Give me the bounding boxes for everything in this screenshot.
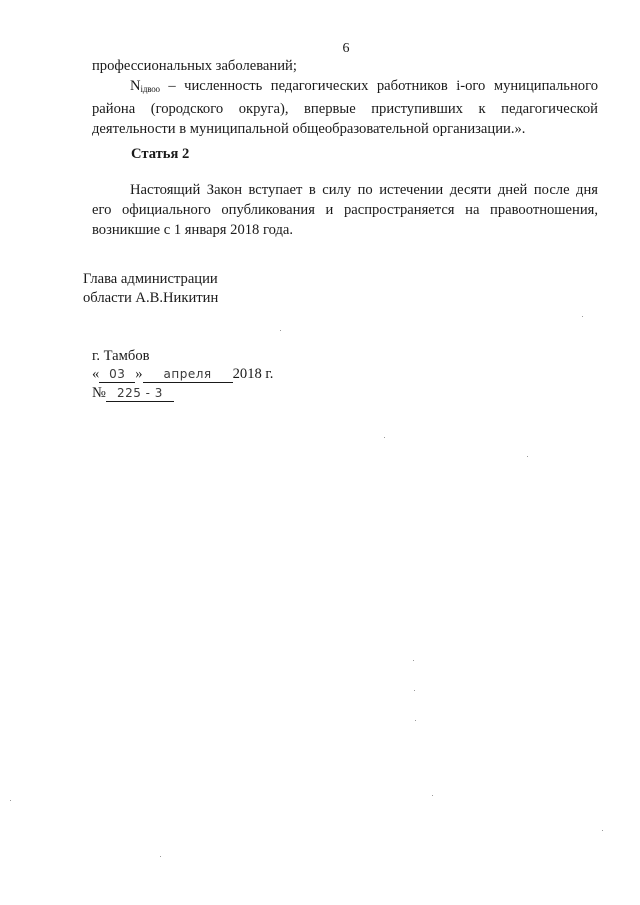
- number-blank: [106, 385, 174, 402]
- scan-speck: [10, 800, 11, 801]
- paragraph-line: возникшие с 1 января 2018 года.: [92, 222, 294, 238]
- paragraph-line: Настоящий Закон вступает в силу по истечении десяти дней после дня: [130, 182, 598, 198]
- signatory-name: области А.В.Никитин: [83, 290, 219, 306]
- paragraph-definition-n: [92, 76, 598, 139]
- open-quote: «: [92, 366, 100, 382]
- day-blank: [99, 366, 135, 383]
- year-suffix: 2018 г.: [232, 366, 274, 382]
- paragraph-line: района (городского округа), впервые приступивших к педагогической: [92, 101, 598, 117]
- place-of-signing: г. Тамбов: [92, 348, 150, 364]
- signatory-title: Глава администрации: [83, 271, 218, 287]
- page-number: 6: [342, 41, 350, 56]
- scan-speck: [582, 316, 583, 317]
- scan-speck: [415, 720, 416, 721]
- close-quote: »: [135, 366, 143, 382]
- paragraph-line: [92, 76, 598, 99]
- scan-speck: [413, 660, 414, 661]
- handwritten-number: 225 - 3: [116, 386, 163, 400]
- formula-subscript: iдвоо: [140, 84, 160, 94]
- month-blank: [143, 366, 233, 383]
- scan-speck: [432, 795, 433, 796]
- paragraph-occupational-diseases: [92, 56, 598, 76]
- scan-speck: [280, 330, 281, 331]
- scan-speck: [160, 856, 161, 857]
- signature-block: [83, 270, 218, 308]
- number-sign: №: [92, 385, 106, 401]
- paragraph-line: профессиональных заболеваний;: [92, 58, 297, 74]
- article-heading: Статья 2: [131, 146, 190, 162]
- formula-symbol: N: [130, 78, 141, 94]
- definition-text: – численность педагогических работников i-ого муниципального: [159, 78, 598, 94]
- paragraph-line: его официального опубликования и распространяется на правоотношения,: [92, 202, 598, 218]
- scan-speck: [414, 690, 415, 691]
- handwritten-month: апреля: [163, 367, 212, 381]
- handwritten-day: 03: [109, 367, 126, 381]
- scan-speck: [527, 456, 528, 457]
- document-number-line: [92, 385, 174, 402]
- paragraph-line: деятельности в муниципальной общеобразовательной организации.».: [92, 121, 526, 137]
- paragraph-entry-into-force: [92, 180, 598, 240]
- scan-speck: [602, 830, 603, 831]
- date-line: [92, 366, 273, 383]
- scan-speck: [384, 437, 385, 438]
